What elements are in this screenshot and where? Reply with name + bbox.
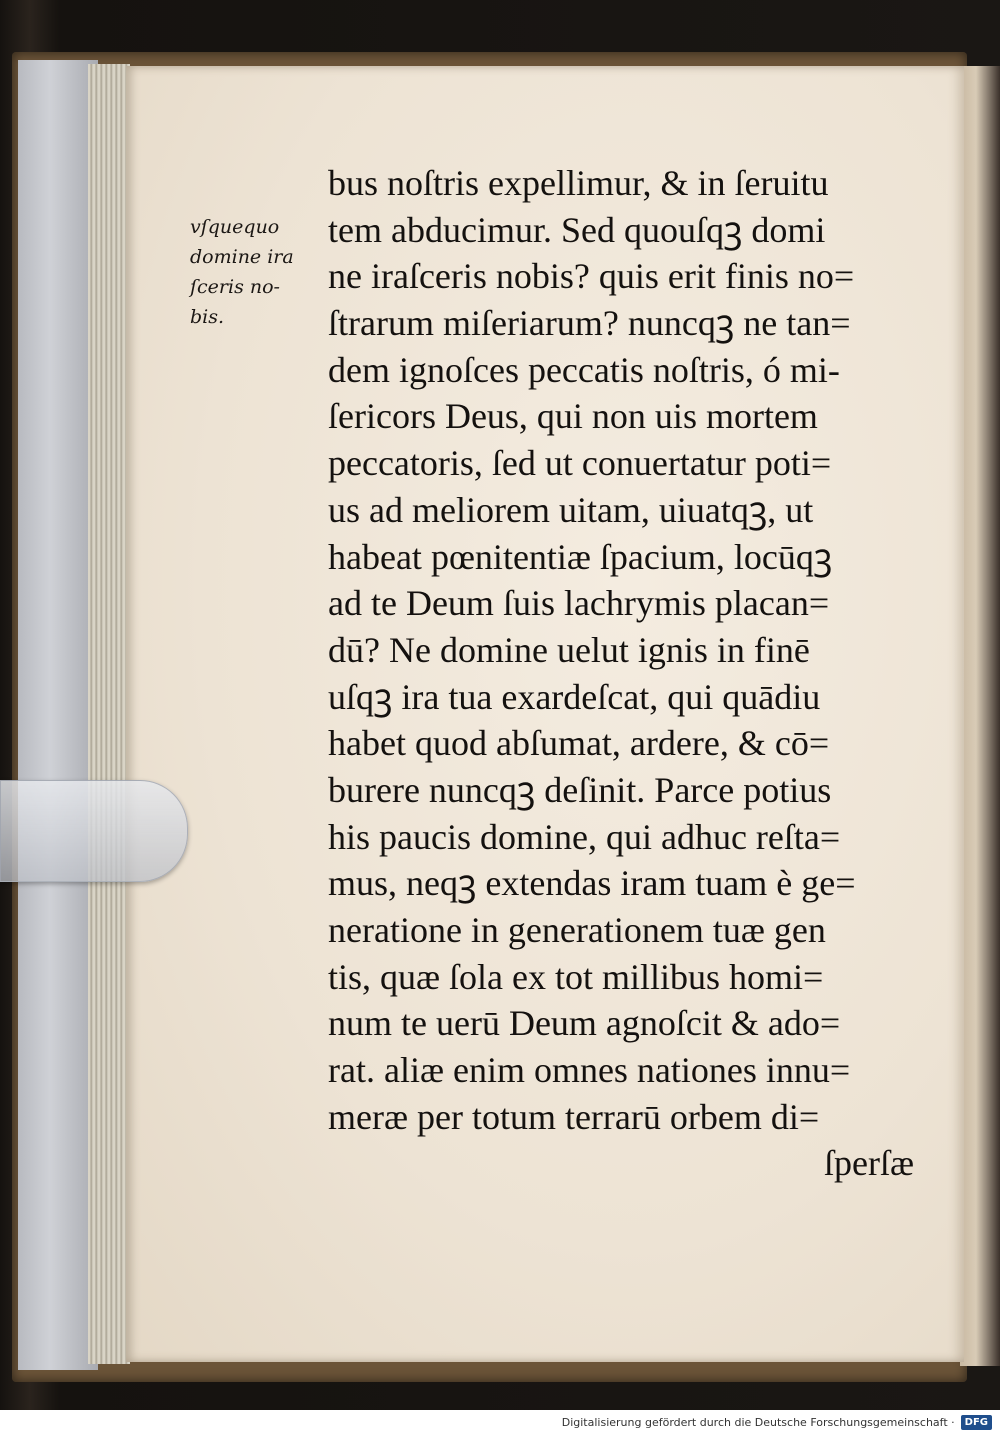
text-line: ne iraſceris nobis? quis erit finis no= (328, 256, 855, 297)
text-line: rat. aliæ enim omnes nationes innu= (328, 1050, 851, 1091)
text-line: ſtrarum miſeriarum? nuncqꝫ ne tan= (328, 303, 851, 344)
text-line: ſericors Deus, qui non uis mortem (328, 396, 818, 437)
text-line: bus noſtris expellimur, & in ſeruitu (328, 163, 829, 203)
marginal-note (190, 212, 300, 332)
text-line: habeat pœnitentiæ ſpacium, locūqꝫ (328, 536, 833, 577)
text-line: uſqꝫ ira tua exardeſcat, qui quādiu (328, 676, 821, 717)
text-line: dem ignoſces peccatis noſtris, ó mi- (328, 349, 840, 390)
text-line: habet quod abſumat, ardere, & cō= (328, 723, 830, 764)
text-line: num te uerū Deum agnoſcit & ado= (328, 1003, 841, 1044)
dfg-logo: DFG (961, 1415, 992, 1430)
footer-credit: Digitalisierung gefördert durch die Deutsche Forschungsgemeinschaft · (561, 1416, 955, 1429)
text-line: tis, quæ ſola ex tot millibus homi= (328, 956, 824, 997)
text-line: meræ per totum terrarū orbem di= (328, 1096, 820, 1137)
marginal-note-line: domine ira (190, 246, 294, 268)
marginal-note-line: ſceris no- (190, 276, 280, 298)
marginal-note-line: bis. (190, 306, 225, 328)
text-line: ad te Deum ſuis lachrymis placan= (328, 583, 830, 624)
page-clip (0, 780, 188, 882)
text-line: mus, neqꝫ extendas iram tuam è ge= (328, 863, 856, 904)
facing-page-edge (960, 66, 1000, 1366)
catchword: ſperſæ (824, 1143, 914, 1184)
main-text-block (328, 160, 918, 1187)
digitization-footer (0, 1410, 1000, 1435)
text-line: neratione in generationem tuæ gen (328, 910, 826, 950)
cover-endpaper (18, 60, 98, 1370)
text-line: us ad meliorem uitam, uiuatqꝫ, ut (328, 489, 814, 530)
marginal-note-line: vſquequo (190, 216, 280, 238)
text-line: his paucis domine, qui adhuc reſta= (328, 816, 841, 857)
text-line: peccatoris, ſed ut conuertatur poti= (328, 443, 832, 484)
page-edges (88, 64, 130, 1364)
text-line: burere nuncqꝫ deſinit. Parce potius (328, 769, 832, 810)
text-line: dū? Ne domine uelut ignis in finē (328, 629, 810, 670)
text-line: tem abducimur. Sed quouſqꝫ domi (328, 209, 826, 250)
